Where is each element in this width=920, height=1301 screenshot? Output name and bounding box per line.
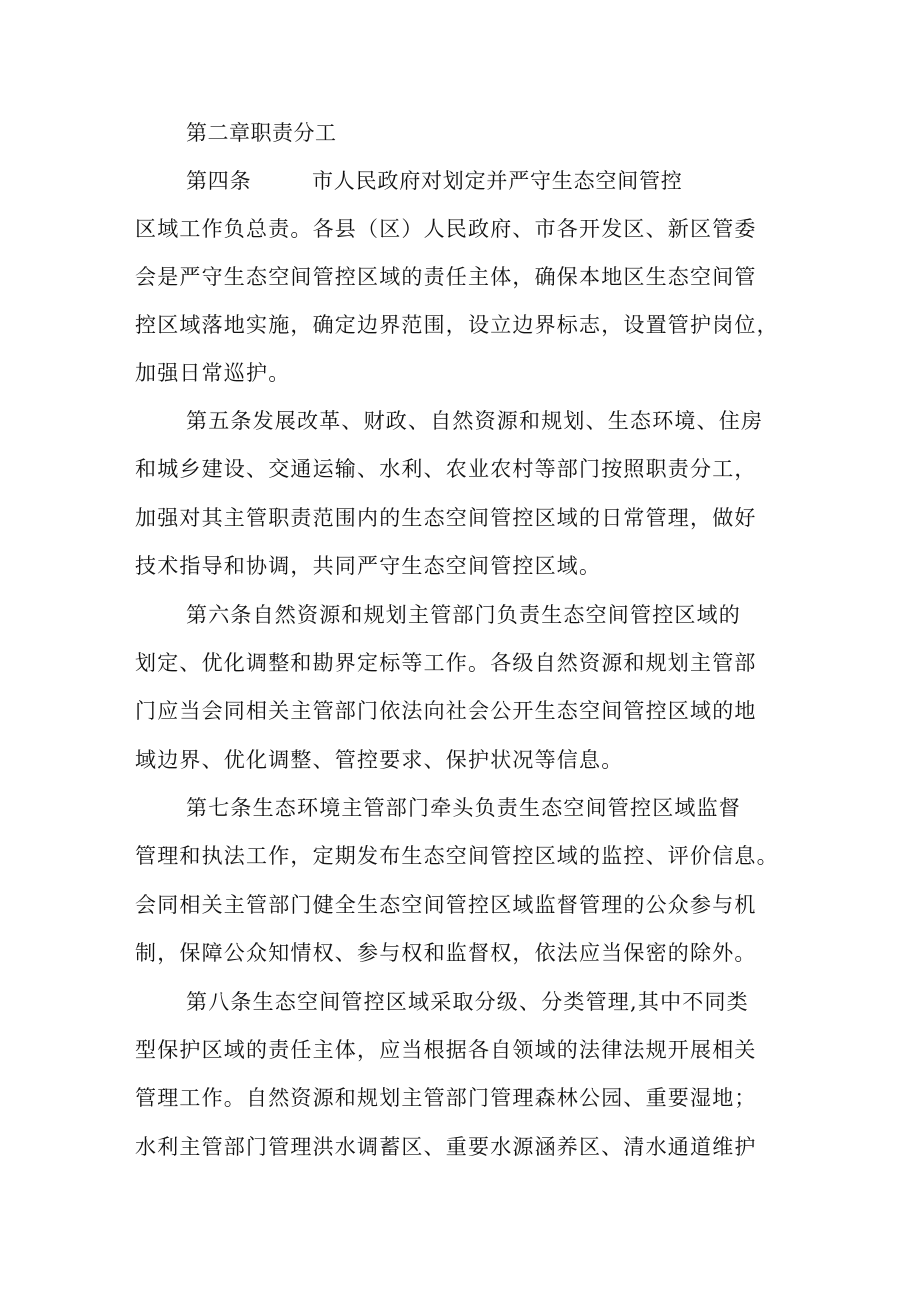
article-5-line: 技术指导和协调，共同严守生态空间管控区域。 bbox=[135, 554, 602, 578]
article-5-line: 第五条发展改革、财政、自然资源和规划、生态环境、住房 bbox=[186, 409, 764, 433]
article-5-line: 和城乡建设、交通运输、水利、农业农村等部门按照职责分工， bbox=[135, 457, 757, 481]
article-8-line: 管理工作。自然资源和规划主管部门管理森林公园、重要湿地； bbox=[135, 1086, 757, 1110]
chapter-heading: 第二章职责分工 bbox=[186, 121, 337, 145]
article-7-line: 第七条生态环境主管部门牵头负责生态空间管控区域监督 bbox=[186, 796, 741, 820]
article-7-line: 会同相关主管部门健全生态空间管控区域监督管理的公众参与机 bbox=[135, 893, 757, 917]
article-8-line: 第八条生态空间管控区域采取分级、分类管理,其中不同类 bbox=[186, 990, 749, 1014]
article-4-line: 控区域落地实施，确定边界范围，设立边界标志，设置管护岗位， bbox=[135, 313, 779, 337]
article-7-line: 制，保障公众知情权、参与权和监督权，依法应当保密的除外。 bbox=[135, 941, 757, 965]
article-7-line: 管理和执法工作，定期发布生态空间管控区域的监控、评价信息。 bbox=[135, 844, 779, 868]
article-5-line: 加强对其主管职责范围内的生态空间管控区域的日常管理，做好 bbox=[135, 506, 757, 530]
article-6-line: 域边界、优化调整、管控要求、保护状况等信息。 bbox=[135, 748, 624, 772]
article-6-line: 门应当会同相关主管部门依法向社会公开生态空间管控区域的地 bbox=[135, 699, 757, 723]
article-4-label: 第四条 bbox=[186, 169, 252, 193]
article-8-line: 型保护区域的责任主体，应当根据各自领域的法律法规开展相关 bbox=[135, 1038, 757, 1062]
article-4-line: 区域工作负总责。各县（区）人民政府、市各开发区、新区管委 bbox=[135, 217, 757, 241]
article-6-line: 第六条自然资源和规划主管部门负责生态空间管控区域的 bbox=[186, 603, 741, 627]
article-6-line: 划定、优化调整和勘界定标等工作。各级自然资源和规划主管部 bbox=[135, 651, 757, 675]
article-8-line: 水利主管部门管理洪水调蓄区、重要水源涵养区、清水通道维护 bbox=[135, 1135, 757, 1159]
article-4-first-line: 市人民政府对划定并严守生态空间管控 bbox=[312, 169, 683, 193]
article-4-line: 加强日常巡护。 bbox=[135, 361, 291, 385]
article-4-line: 会是严守生态空间管控区域的责任主体，确保本地区生态空间管 bbox=[135, 265, 757, 289]
